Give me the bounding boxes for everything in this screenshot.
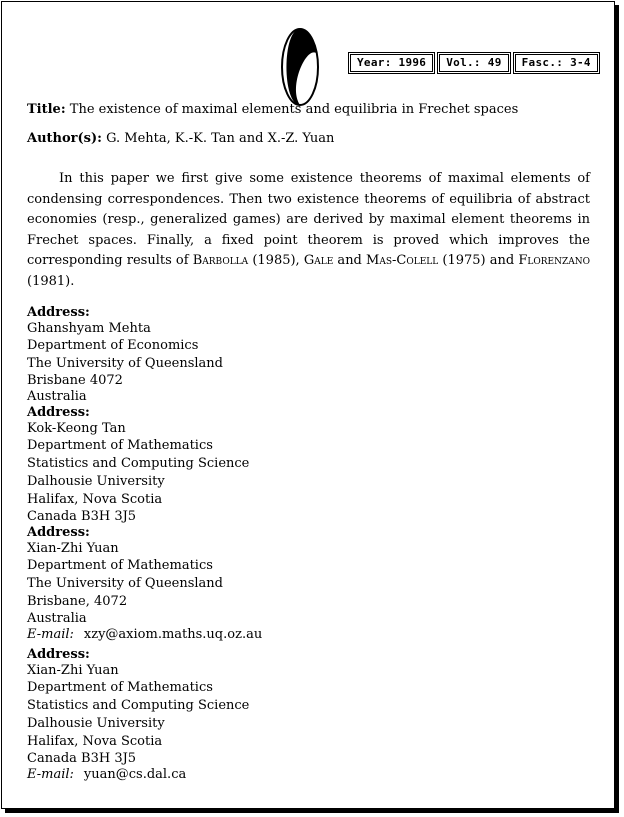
- abstract: [27, 169, 590, 292]
- address-block: [27, 305, 262, 405]
- authors-line: [27, 131, 334, 146]
- abstract-text: (1985),: [248, 253, 304, 268]
- address-line: Department of Economics: [27, 338, 199, 353]
- abstract-text: (1975) and: [438, 253, 519, 268]
- cited-author: Barbolla: [192, 253, 249, 268]
- address-label: Address:: [27, 405, 90, 420]
- address-line: Department of Mathematics: [27, 680, 213, 695]
- fascicle-badge: Fasc.: 3-4: [515, 54, 598, 72]
- email-address: xzy@axiom.maths.uq.oz.au: [83, 627, 263, 642]
- publication-meta: [350, 54, 598, 72]
- cited-author: Mas-Colell: [366, 253, 439, 268]
- address-line: The University of Queensland: [27, 576, 223, 591]
- address-block: [27, 647, 262, 783]
- address-line: Kok-Keong Tan: [27, 421, 126, 436]
- email-line: [27, 767, 262, 783]
- address-line: Halifax, Nova Scotia: [27, 734, 163, 749]
- abstract-text: and: [333, 253, 367, 268]
- title-line: [27, 102, 518, 117]
- title-label: Title:: [27, 102, 66, 117]
- address-list: [27, 305, 262, 783]
- journal-logo-icon: [280, 27, 320, 107]
- address-block: [27, 405, 262, 525]
- cited-author: Florenzano: [518, 253, 590, 268]
- address-label: Address:: [27, 305, 90, 320]
- email-label: E-mail:: [27, 627, 74, 642]
- abstract-text: In this paper we first give some existence theorems of maximal elements of condensing correspondences. Then two existence theorems of equilibria of abstract economies (resp., generalized games) are derived by maximal element theorems in Frechet spaces. Finally, a fixed point theorem is proved which improves the corresponding results of: [27, 171, 590, 268]
- address-label: Address:: [27, 647, 90, 662]
- paper-authors: G. Mehta, K.-K. Tan and X.-Z. Yuan: [106, 131, 335, 146]
- address-line: Xian-Zhi Yuan: [27, 663, 119, 678]
- email-label: E-mail:: [27, 767, 74, 782]
- address-block: [27, 525, 262, 643]
- address-line: Department of Mathematics: [27, 438, 213, 453]
- address-line: Xian-Zhi Yuan: [27, 541, 119, 556]
- email-address: yuan@cs.dal.ca: [83, 767, 187, 782]
- paper-title: The existence of maximal elements and equilibria in Frechet spaces: [69, 102, 519, 117]
- address-line: Canada B3H 3J5: [27, 751, 137, 766]
- cited-author: Gale: [303, 253, 334, 268]
- document-page: [1, 1, 615, 809]
- address-label: Address:: [27, 525, 90, 540]
- address-line: Statistics and Computing Science: [27, 698, 250, 713]
- address-line: Brisbane, 4072: [27, 594, 128, 609]
- volume-badge: Vol.: 49: [439, 54, 508, 72]
- address-line: Department of Mathematics: [27, 558, 213, 573]
- email-line: [27, 627, 262, 643]
- authors-label: Author(s):: [27, 131, 102, 146]
- address-line: Dalhousie University: [27, 474, 165, 489]
- address-line: Australia: [27, 611, 87, 626]
- address-line: Brisbane 4072: [27, 373, 123, 388]
- address-line: Dalhousie University: [27, 716, 165, 731]
- abstract-text: (1981).: [27, 273, 75, 289]
- address-line: Halifax, Nova Scotia: [27, 492, 163, 507]
- year-badge: Year: 1996: [350, 54, 433, 72]
- address-line: Australia: [27, 389, 87, 404]
- address-line: Statistics and Computing Science: [27, 456, 250, 471]
- address-line: Ghanshyam Mehta: [27, 321, 151, 336]
- address-line: Canada B3H 3J5: [27, 509, 137, 524]
- address-line: The University of Queensland: [27, 356, 223, 371]
